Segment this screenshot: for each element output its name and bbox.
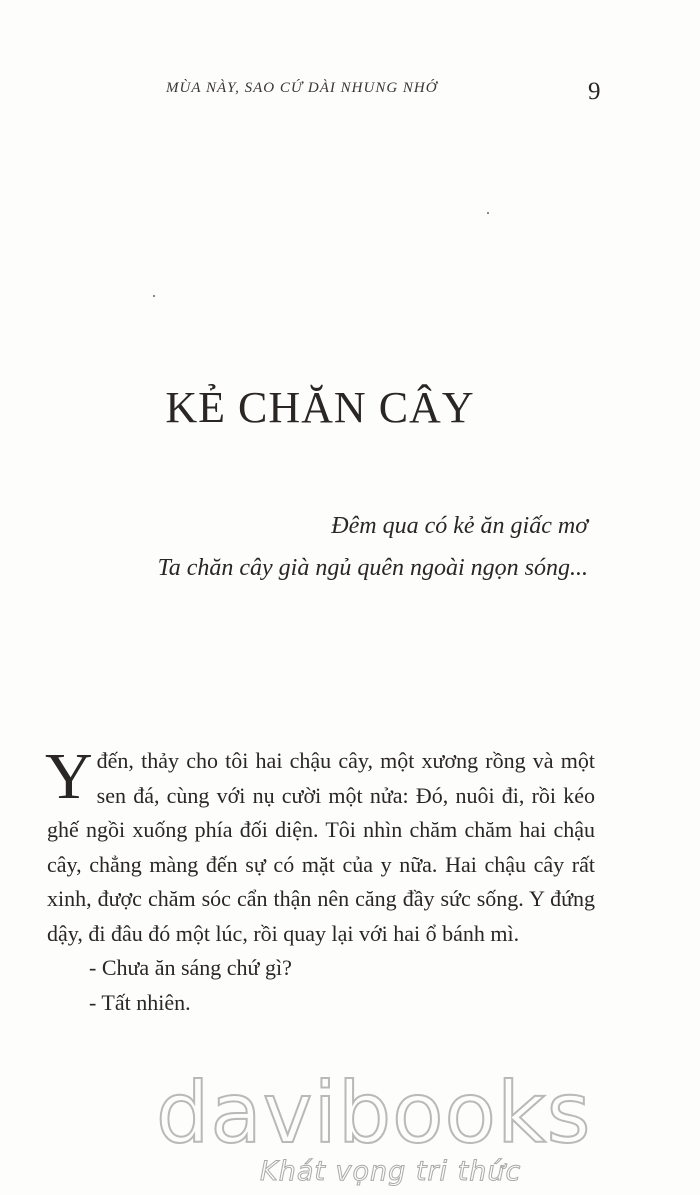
page-header: [0, 78, 700, 108]
chapter-title: KẺ CHĂN CÂY: [165, 383, 475, 432]
watermark: [150, 1064, 592, 1187]
epigraph-line: Đêm qua có kẻ ăn giấc mơ: [331, 513, 588, 539]
paper-speck: [153, 295, 155, 297]
dialogue-line: - Tất nhiên.: [89, 989, 191, 1015]
watermark-brand: davibooks: [156, 1064, 592, 1162]
drop-cap: Y: [45, 740, 93, 813]
paragraph: [45, 740, 595, 951]
paragraph-text: đến, thảy cho tôi hai chậu cây, một xương rồng và một sen đá, cùng với nụ cười một nửa: Đó, nuôi đi, rồi kéo ghế ngồi xuống phía đối diện. Tôi nhìn chăm chăm hai chậu cây, chẳng màng đến sự có mặt của y nữa. Hai chậu cây rất xinh, được chăm sóc cẩn thận nên căng đầy sức sống. Y đứng dậy, đi đâu đó một lúc, rồi quay lại với hai ổ bánh mì.: [47, 748, 595, 946]
paper-speck: [487, 212, 489, 214]
epigraph: [158, 505, 588, 589]
epigraph-line: Ta chăn cây già ngủ quên ngoài ngọn sóng...: [157, 555, 588, 581]
page-number: 9: [588, 78, 601, 105]
body-text: [45, 740, 595, 1020]
dialogue-line: - Chưa ăn sáng chứ gì?: [89, 955, 292, 980]
watermark-slogan: Khát vọng tri thức: [260, 1156, 522, 1187]
running-title: MÙA NÀY, SAO CỨ DÀI NHUNG NHỚ: [166, 80, 438, 96]
